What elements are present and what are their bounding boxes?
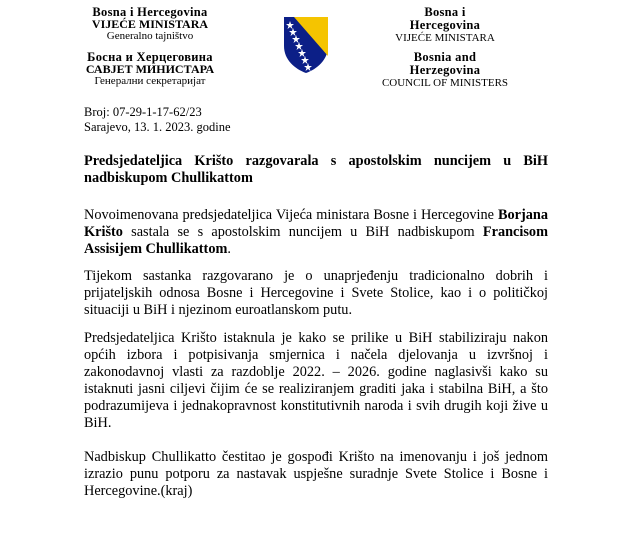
header-croatian <box>380 5 510 44</box>
reference-number: Broj: 07-29-1-17-62/23 <box>84 105 202 119</box>
header-country-english-2: Herzegovina <box>409 63 481 77</box>
paragraph-2: Tijekom sastanka razgovarano je o unaprjeđenju tradicionalno dobrih i prijateljskih odnosa Bosne i Hercegovine i Svete Stolice, kao i o političkoj situaciji u BiH i njezinom euroatlanskom putu. <box>84 268 548 318</box>
header-cyrillic <box>70 50 230 87</box>
paragraph-1 <box>84 207 548 258</box>
paragraph-3: Predsjedateljica Krišto istaknula je kako se prilike u BiH stabiliziraju nakon općih izbora i potpisivanja smjernica i načela djelovanja u izvršnoj i zakonodavnoj vlasti za razdoblje 2022. – 2026. godine naglasivši kako su istaknuti jasni ciljevi čijim će se realiziranjem graditi jaka i stabilna BiH, a što podrazumijeva i jednakopravnost konstitutivnih naroda i svih drugih koji žive u BiH. <box>84 330 548 431</box>
header-secretariat-cyrillic: Генерални секретаријат <box>94 75 206 87</box>
person-name-chullikatt: Francisom Assisijem Chullikattom <box>84 224 548 257</box>
bih-coat-of-arms-icon <box>283 16 329 74</box>
paragraph-4: Nadbiskup Chullikatto čestitao je gospođi Krišto na imenovanju i još jednom izrazio punu potporu za nastavak uspješne suradnje Svete Stolice i Bosne i Hercegovine.(kraj) <box>84 449 548 499</box>
header-council-english: COUNCIL OF MINISTERS <box>381 77 509 89</box>
paragraph-1-text-c: sastala se s apostolskim nuncijem u BiH nadbiskupom <box>122 224 483 240</box>
document-title: Predsjedateljica Krišto razgovarala s apostolskim nuncijem u BiH nadbiskupom Chullikattom <box>84 153 548 186</box>
header-country-latin: Bosna i Hercegovina <box>92 5 208 19</box>
header-country-english-1: Bosnia and <box>413 50 477 64</box>
header-country-croatian-1: Bosna i <box>424 5 466 19</box>
header-english <box>380 50 510 89</box>
header-latin <box>70 5 230 42</box>
header-council-croatian: VIJEĆE MINISTARA <box>395 32 495 44</box>
header-country-cyrillic: Босна и Херцеговина <box>87 50 213 64</box>
header-council-latin: VIJEĆE MINISTARA <box>91 17 209 31</box>
header-country-croatian-2: Hercegovina <box>409 18 481 32</box>
place-date: Sarajevo, 13. 1. 2023. godine <box>84 120 231 134</box>
person-name-kristo: Borjana Krišto <box>84 207 548 240</box>
header-secretariat-latin: Generalno tajništvo <box>106 30 194 42</box>
paragraph-1-text-a: Novoimenovana predsjedateljica Vijeća ministara Bosne i Hercegovine <box>84 207 498 223</box>
paragraph-1-text-e: . <box>227 241 231 257</box>
header-council-cyrillic: САВЈЕТ МИНИСТАРА <box>85 62 215 76</box>
